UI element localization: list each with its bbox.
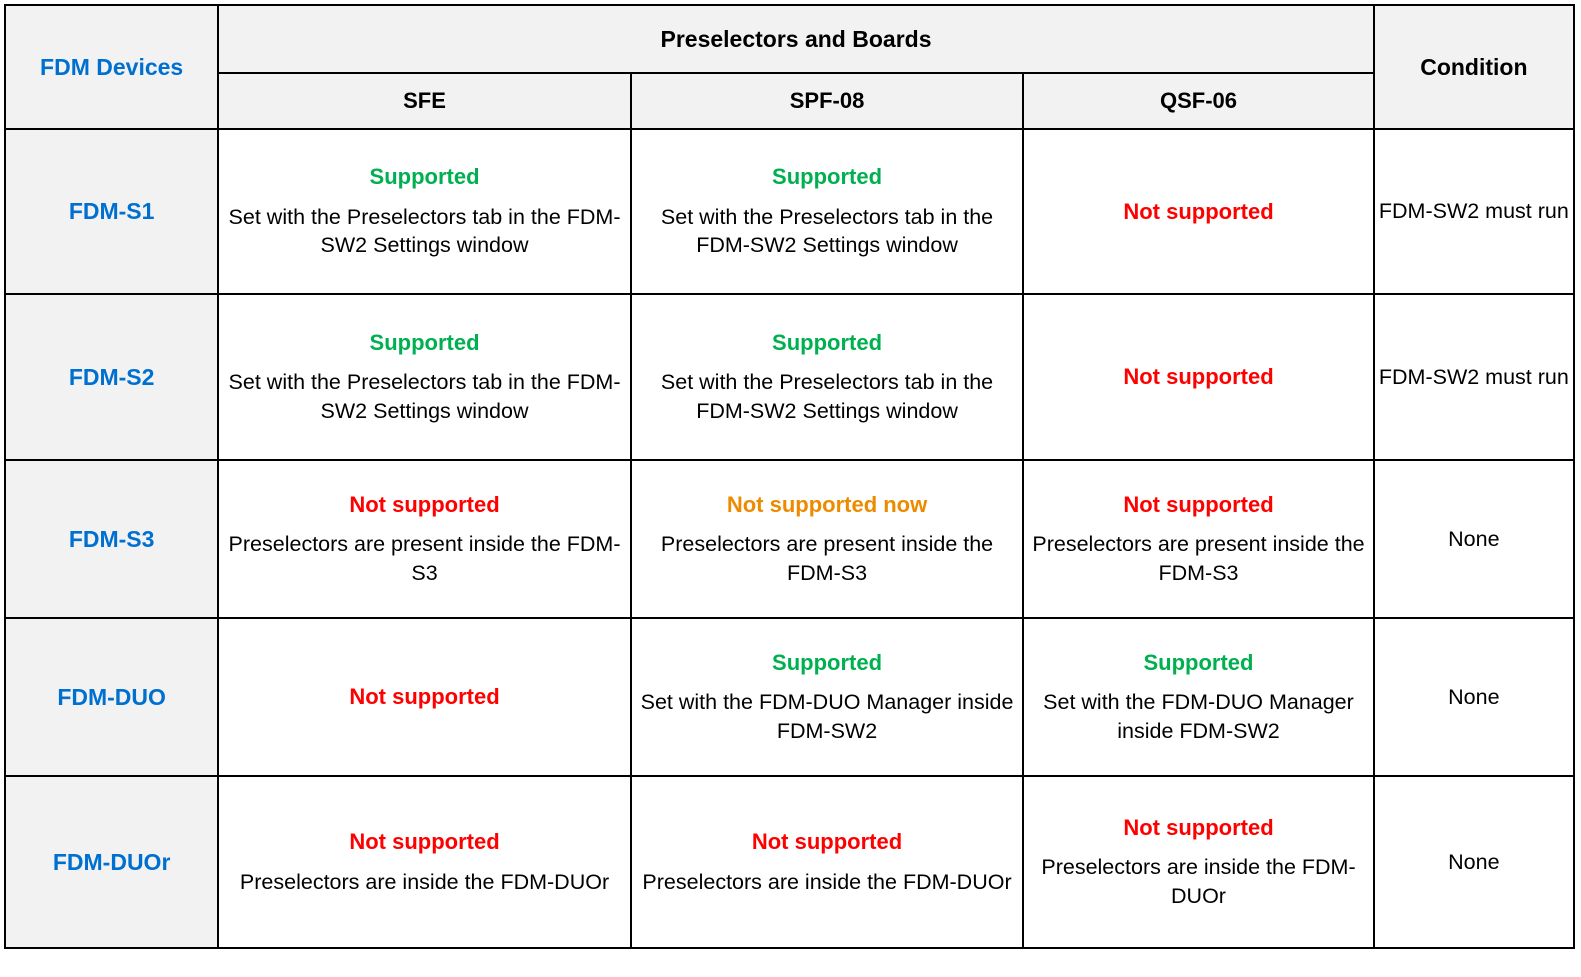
status-badge: Supported [772, 649, 883, 675]
status-badge: Supported [369, 164, 480, 190]
row-label-fdm-s3: FDM-S3 [5, 460, 218, 618]
cell-fdm-duor-qsf-06 [1023, 776, 1373, 948]
status-badge: Supported [369, 329, 480, 355]
table-row [5, 618, 1574, 776]
cell-fdm-duor-sfe [218, 776, 631, 948]
status-badge: Supported [1143, 649, 1254, 675]
status-badge: Not supported now [726, 491, 928, 517]
cell-fdm-s1-sfe [218, 129, 631, 294]
cell-detail: Preselectors are present inside the FDM-S3 [1032, 532, 1365, 585]
cell-fdm-s1-qsf-06 [1023, 129, 1373, 294]
cell-fdm-duo-condition: None [1374, 618, 1574, 776]
cell-detail: Preselectors are inside the FDM-DUOr [1041, 855, 1356, 908]
cell-fdm-duo-sfe [218, 618, 631, 776]
cell-detail: Preselectors are inside the FDM-DUOr [239, 869, 610, 894]
column-group-header-preselectors-and-boards: Preselectors and Boards [218, 5, 1373, 73]
table-row [5, 294, 1574, 460]
cell-fdm-duor-spf-08 [631, 776, 1023, 948]
preselector-support-table [4, 4, 1575, 949]
cell-detail: Set with the Preselectors tab in the FDM-SW2 Settings window [660, 204, 994, 258]
status-badge: Not supported [349, 684, 500, 710]
column-header-spf-08: SPF-08 [631, 73, 1023, 129]
status-badge: Supported [772, 329, 883, 355]
table-row [5, 460, 1574, 618]
cell-fdm-s2-condition: FDM-SW2 must run [1374, 294, 1574, 460]
status-badge: Not supported [349, 491, 500, 517]
cell-fdm-duor-condition: None [1374, 776, 1574, 948]
cell-fdm-s3-qsf-06 [1023, 460, 1373, 618]
row-label-fdm-duo: FDM-DUO [5, 618, 218, 776]
cell-fdm-s3-sfe [218, 460, 631, 618]
support-matrix-sheet [0, 4, 1581, 977]
status-badge: Not supported [349, 829, 500, 855]
cell-fdm-s2-sfe [218, 294, 631, 460]
cell-detail: Preselectors are inside the FDM-DUOr [642, 869, 1012, 894]
cell-fdm-s2-qsf-06 [1023, 294, 1373, 460]
cell-detail: Set with the FDM-DUO Manager inside FDM-SW2 [1043, 690, 1354, 743]
row-label-fdm-s1: FDM-S1 [5, 129, 218, 294]
row-label-fdm-s2: FDM-S2 [5, 294, 218, 460]
column-header-sfe: SFE [218, 73, 631, 129]
status-badge: Not supported [1123, 814, 1274, 840]
cell-fdm-s1-condition: FDM-SW2 must run [1374, 129, 1574, 294]
cell-fdm-s2-spf-08 [631, 294, 1023, 460]
column-header-qsf-06: QSF-06 [1023, 73, 1373, 129]
table-row [5, 129, 1574, 294]
status-badge: Not supported [1123, 491, 1274, 517]
row-label-fdm-duor: FDM-DUOr [5, 776, 218, 948]
cell-fdm-duo-spf-08 [631, 618, 1023, 776]
cell-fdm-duo-qsf-06 [1023, 618, 1373, 776]
status-badge: Supported [772, 164, 883, 190]
header-row-top [5, 5, 1574, 73]
cell-detail: Preselectors are present inside the FDM-S3 [660, 532, 994, 585]
table-row [5, 776, 1574, 948]
cell-fdm-s1-spf-08 [631, 129, 1023, 294]
status-badge: Not supported [1123, 198, 1274, 224]
table-header [5, 5, 1574, 129]
cell-detail: Preselectors are present inside the FDM-S3 [228, 532, 621, 585]
cell-detail: Set with the Preselectors tab in the FDM-SW2 Settings window [228, 204, 621, 258]
column-header-condition: Condition [1374, 5, 1574, 129]
status-badge: Not supported [751, 829, 903, 855]
cell-detail: Set with the FDM-DUO Manager inside FDM-SW2 [640, 690, 1014, 743]
status-badge: Not supported [1123, 364, 1274, 390]
table-body [5, 129, 1574, 948]
cell-fdm-s3-condition: None [1374, 460, 1574, 618]
header-row-sub [5, 73, 1574, 129]
cell-detail: Set with the Preselectors tab in the FDM-SW2 Settings window [228, 370, 621, 423]
cell-detail: Set with the Preselectors tab in the FDM-SW2 Settings window [660, 370, 994, 423]
column-header-fdm-devices: FDM Devices [5, 5, 218, 129]
cell-fdm-s3-spf-08 [631, 460, 1023, 618]
